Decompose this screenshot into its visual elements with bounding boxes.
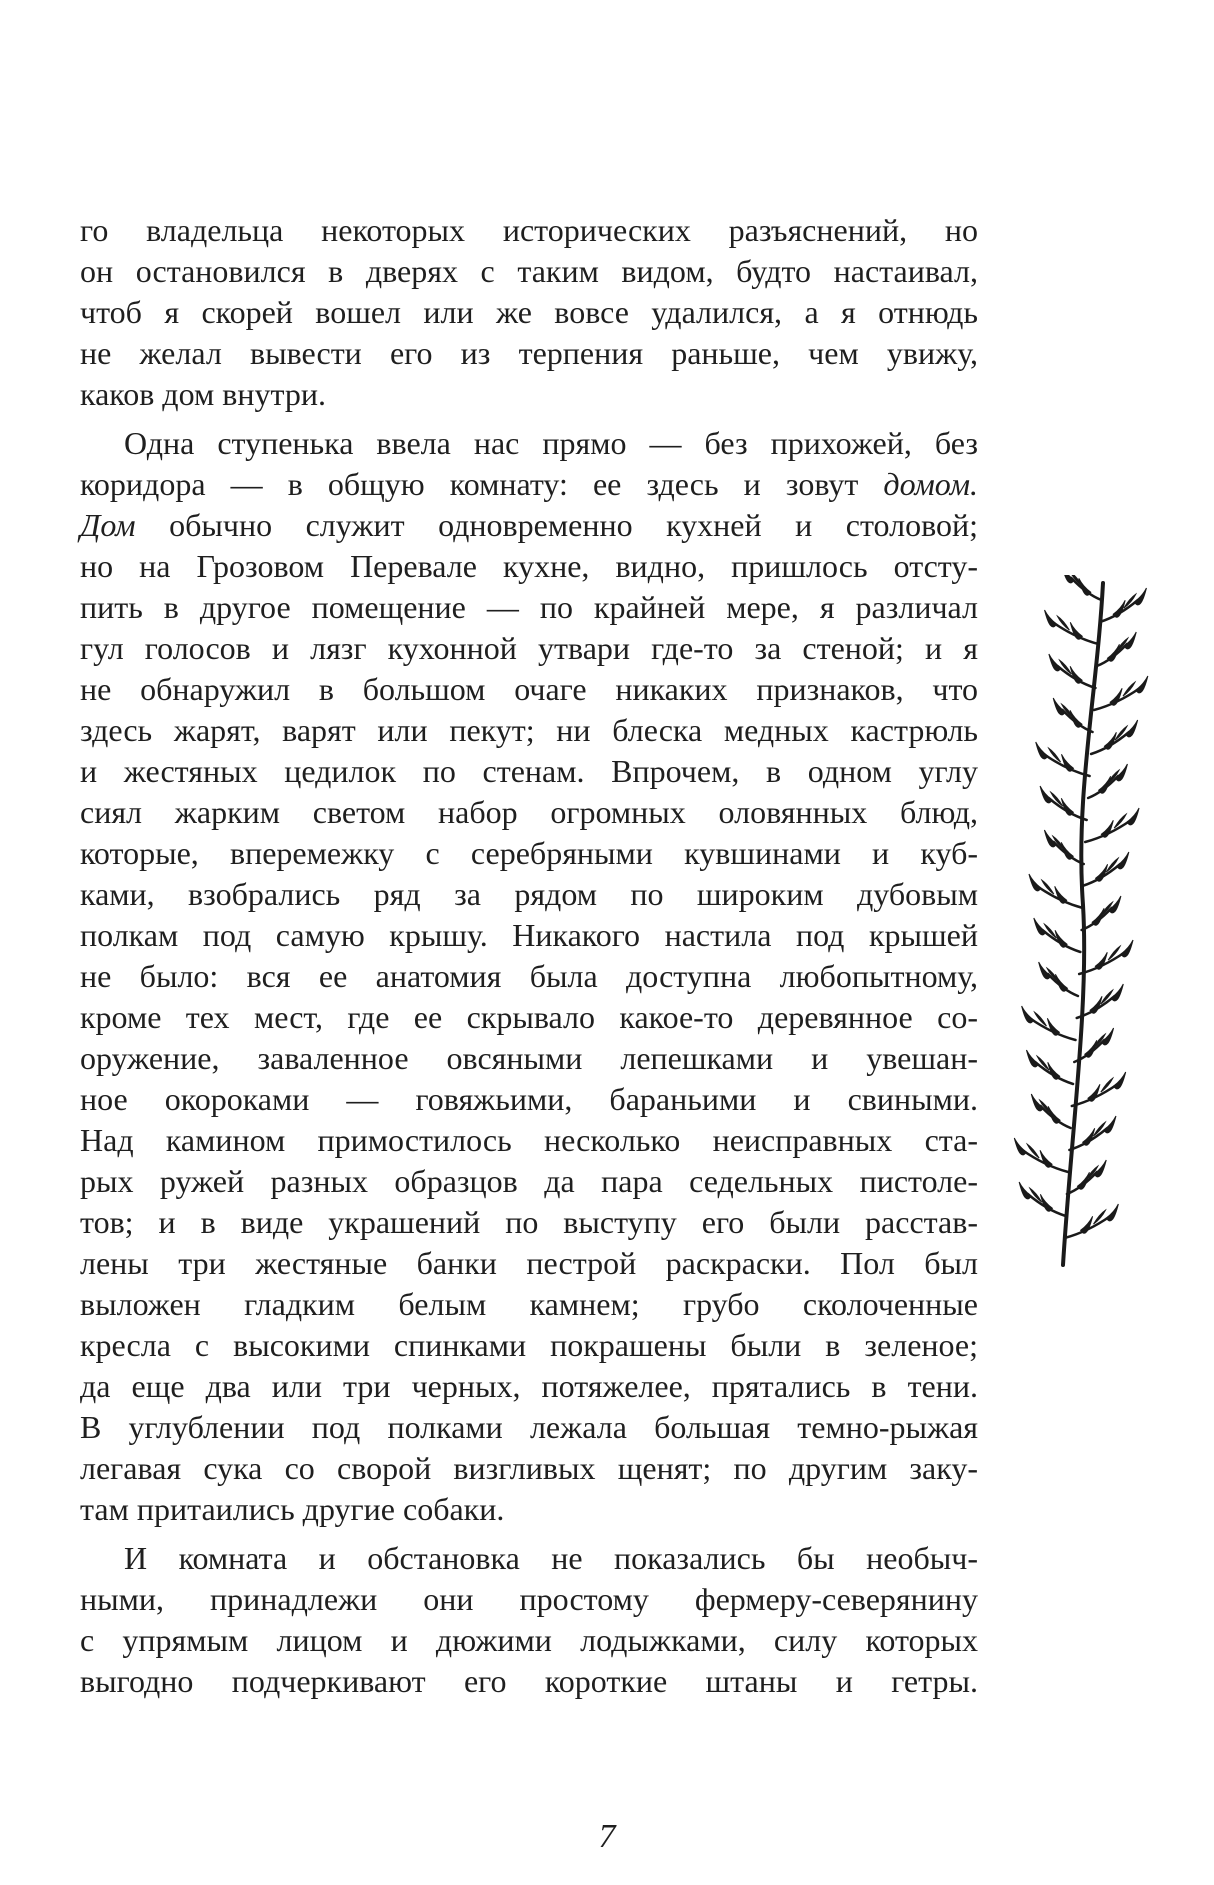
text-line: ными, принадлежи они простому фермеру-северянину bbox=[80, 1581, 978, 1617]
sprig-leaf bbox=[1040, 1194, 1052, 1211]
sprig-leaf bbox=[1111, 984, 1123, 1001]
sprig-illustration bbox=[1005, 575, 1155, 1275]
text-line: Над камином примостилось несколько неисправных ста- bbox=[80, 1122, 978, 1158]
text-line: оружение, заваленное овсяными лепешками и увешан- bbox=[80, 1040, 978, 1076]
sprig-leaf bbox=[1134, 588, 1146, 605]
sprig-leaf bbox=[1101, 820, 1113, 837]
text-line: полкам под самую крышу. Никакого настила под крышей bbox=[80, 917, 978, 953]
paragraph-gap bbox=[80, 1530, 978, 1538]
text-line: коридора — в общую комнату: ее здесь и зовут домом. bbox=[80, 466, 978, 502]
sprig-leaf bbox=[1026, 1050, 1038, 1067]
sprig-leaf bbox=[1055, 886, 1067, 903]
sprig-leaf bbox=[1096, 864, 1108, 881]
text-line: там притаились другие собаки. bbox=[80, 1491, 505, 1527]
sprig-leaf bbox=[1127, 808, 1139, 825]
text-line: кроме тех мест, где ее скрывало какое-то деревянное со- bbox=[80, 999, 978, 1035]
sprig-leaf bbox=[1110, 688, 1122, 705]
text-line: каков дом внутри. bbox=[80, 376, 326, 412]
sprig-leaf bbox=[1061, 798, 1073, 815]
text-line: ное окороками — говяжьими, бараньими и свиными. bbox=[80, 1081, 978, 1117]
sprig-leaf bbox=[1014, 1138, 1026, 1155]
text-line: гул голосов и лязг кухонной утвари где-то за стеной; и я bbox=[80, 630, 978, 666]
text-line: ками, взобрались ряд за рядом по широким дубовым bbox=[80, 876, 978, 912]
text-line: чтоб я скорей вошел или же вовсе удалился, а я отнюдь bbox=[80, 294, 978, 330]
sprig-leaf bbox=[1019, 1182, 1031, 1199]
text-line: Дом обычно служит одновременно кухней и столовой; bbox=[80, 507, 978, 543]
text-line: В углублении под полками лежала большая темно-рыжая bbox=[80, 1409, 978, 1445]
text-line: лены три жестяные банки пестрой раскраски. Пол был bbox=[80, 1245, 978, 1281]
text-line: с упрямым лицом и дюжими лодыжками, силу которых bbox=[80, 1622, 978, 1658]
sprig-leaf bbox=[1088, 1084, 1100, 1101]
sprig-leaf bbox=[1136, 676, 1148, 693]
text-line: И комната и обстановка не показались бы необыч- bbox=[124, 1540, 978, 1576]
text-line: и жестяных цедилок по стенам. Впрочем, в одном углу bbox=[80, 753, 978, 789]
text-line: легавая сука со сворой визгливых щенят; по другим заку- bbox=[80, 1450, 978, 1486]
text-line: не обнаружил в большом очаге никаких признаков, что bbox=[80, 671, 978, 707]
text-line: пить в другое помещение — по крайней мере, я различал bbox=[80, 589, 978, 625]
sprig-leaf bbox=[1055, 930, 1067, 947]
sprig-leaf bbox=[1083, 1128, 1095, 1145]
text-line: он остановился в дверях с таким видом, будто настаивал, bbox=[80, 253, 978, 289]
sprig-leaf bbox=[1040, 1150, 1052, 1167]
sprig-leaf bbox=[1117, 852, 1129, 869]
sprig-leaf bbox=[1081, 1216, 1093, 1233]
text-line: сиял жарким светом набор огромных оловянных блюд, bbox=[80, 794, 978, 830]
sprig-leaf bbox=[1121, 940, 1133, 957]
text-line: но на Грозовом Перевале кухне, видно, пришлось отсту- bbox=[80, 548, 978, 584]
text-line: рых ружей разных образцов да пара седельных пистоле- bbox=[80, 1163, 978, 1199]
text-line: здесь жарят, варят или пекут; ни блеска медных кастрюль bbox=[80, 712, 978, 748]
text-line: выгодно подчеркивают его короткие штаны и гетры. bbox=[80, 1663, 978, 1699]
sprig-leaf bbox=[1062, 754, 1074, 771]
sprig-leaf bbox=[1034, 918, 1046, 935]
text-line: выложен гладким белым камнем; грубо сколоченные bbox=[80, 1286, 978, 1322]
text-line: го владельца некоторых исторических разъяснений, но bbox=[80, 212, 978, 248]
sprig-leaf bbox=[1104, 1116, 1116, 1133]
sprig-leaf bbox=[1047, 1018, 1059, 1035]
sprig-leaf bbox=[1113, 600, 1125, 617]
sprig-leaf bbox=[1040, 786, 1052, 803]
text-line: не было: вся ее анатомия была доступна любопытному, bbox=[80, 958, 978, 994]
sprig-leaf bbox=[1036, 742, 1048, 759]
sprig-leaf bbox=[1045, 610, 1057, 627]
sprig-leaf bbox=[1090, 996, 1102, 1013]
text-line: тов; и в виде украшений по выступу его были расстав- bbox=[80, 1204, 978, 1240]
sprig-leaf bbox=[1070, 666, 1082, 683]
sprig-leaf bbox=[1095, 952, 1107, 969]
body-text bbox=[80, 210, 978, 1702]
sprig-leaf bbox=[1022, 1006, 1034, 1023]
sprig-leaf bbox=[1126, 720, 1138, 737]
sprig-leaf bbox=[1104, 732, 1116, 749]
sprig-leaf bbox=[1070, 622, 1082, 639]
page-number: 7 bbox=[598, 1818, 616, 1855]
sprig-leaf bbox=[1106, 1204, 1118, 1221]
text-line: которые, вперемежку с серебряными кувшинами и куб- bbox=[80, 835, 978, 871]
sprig-leaf bbox=[1049, 654, 1061, 671]
text-line: да еще два или три черных, потяжелее, прятались в тени. bbox=[80, 1368, 978, 1404]
paragraph-gap bbox=[80, 415, 978, 423]
text-line: не желал вывести его из терпения раньше, чем увижу, bbox=[80, 335, 978, 371]
text-line: кресла с высокими спинками покрашены были в зеленое; bbox=[80, 1327, 978, 1363]
sprig-leaf bbox=[1114, 1072, 1126, 1089]
text-line: Одна ступенька ввела нас прямо — без прихожей, без bbox=[124, 425, 978, 461]
sprig-leaf bbox=[1029, 874, 1041, 891]
sprig-leaf bbox=[1048, 1062, 1060, 1079]
